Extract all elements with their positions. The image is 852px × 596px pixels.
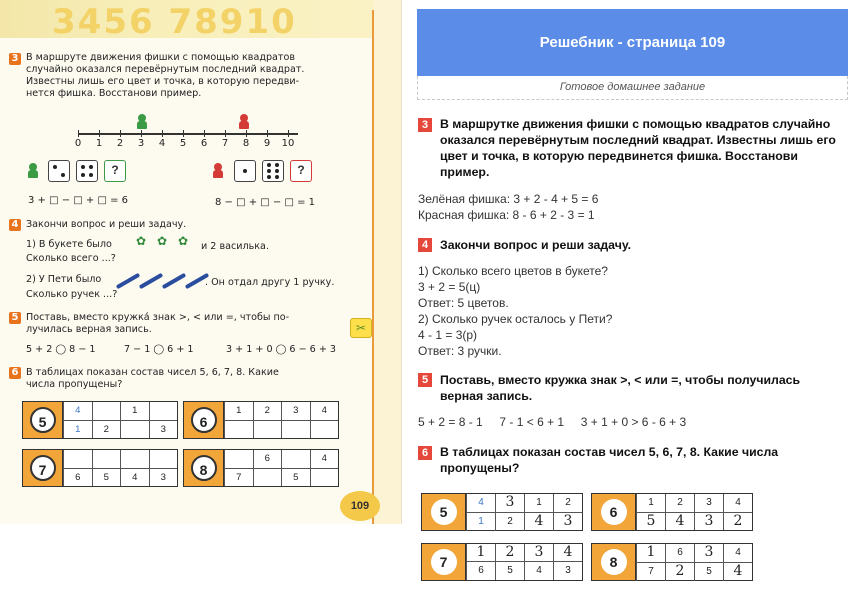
- answer-green: Зелёная фишка: 3 + 2 - 4 + 5 = 6: [418, 192, 599, 206]
- hidden-die-green: ?: [104, 160, 126, 182]
- table-cell: 4: [553, 544, 582, 561]
- table-cell: 1: [524, 494, 553, 512]
- decor-digits: 3456 78910: [52, 2, 297, 42]
- number-line-label: 5: [179, 138, 187, 149]
- table-cell: 5: [636, 512, 665, 530]
- solution-table-5: [421, 493, 583, 531]
- task-4-part1-question: Сколько всего ...?: [26, 253, 116, 264]
- table-label-cell: [592, 544, 636, 580]
- book-table-8: [183, 449, 339, 487]
- number-line-label: 10: [281, 138, 295, 149]
- task-5-line-1: Поставь, вместо кружка́ знак >, < или =, чтобы по-: [26, 312, 290, 323]
- die-two-icon: [48, 160, 70, 182]
- table-grid: [466, 494, 582, 530]
- number-line-tick: [141, 130, 142, 137]
- task-3-equation-red: 8 − □ + □ − □ = 1: [215, 197, 316, 208]
- task-3-badge: 3: [418, 118, 432, 132]
- table-cell: 1: [120, 402, 149, 420]
- red-pawn-small-icon: [213, 163, 223, 179]
- answer-line: 3 + 2 = 5(ц): [418, 280, 481, 294]
- page-subtitle: Готовое домашнее задание: [417, 76, 848, 100]
- number-line-label: 6: [200, 138, 208, 149]
- table-cell: [253, 468, 282, 486]
- table-cell: [224, 450, 253, 468]
- table-cell: 2: [665, 562, 694, 581]
- table-cell: 3: [495, 494, 524, 512]
- task-6-badge: 6: [418, 446, 432, 460]
- table-cell: 3: [694, 512, 723, 530]
- table-cell: 3: [694, 544, 723, 562]
- number-line-tick: [120, 130, 121, 137]
- hidden-die-red: ?: [290, 160, 312, 182]
- table-grid: [466, 544, 582, 580]
- table-label: 8: [191, 455, 217, 481]
- task-4-part2-end: . Он отдал другу 1 ручку.: [205, 277, 335, 288]
- red-pawn-icon: [239, 114, 249, 130]
- table-cell: 5: [281, 468, 310, 486]
- table-grid: [636, 544, 752, 580]
- book-table-5-grid: [63, 402, 177, 438]
- solution-table-6: [591, 493, 753, 531]
- table-cell: [310, 468, 339, 486]
- number-line-label: 1: [95, 138, 103, 149]
- table-cell: [149, 450, 178, 468]
- task-4-part1-end: и 2 василька.: [201, 241, 269, 252]
- table-cell: 2: [553, 494, 582, 512]
- task-3-equation-green: 3 + □ − □ + □ = 6: [28, 195, 129, 206]
- table-cell: 1: [224, 402, 253, 420]
- task-4-part2-question: Сколько ручек ...?: [26, 289, 118, 300]
- table-cell: 4: [524, 561, 553, 580]
- table-cell: 2: [723, 512, 752, 530]
- green-pawn-icon: [137, 114, 147, 130]
- table-cell: 2: [253, 402, 282, 420]
- task-6-line-2: числа пропущены?: [26, 379, 123, 390]
- page-title: Решебник - страница 109: [417, 9, 848, 76]
- table-cell: 4: [310, 450, 339, 468]
- table-cell: 5: [694, 562, 723, 581]
- table-cell: [92, 450, 121, 468]
- number-line-label: 7: [221, 138, 229, 149]
- number-line-label: 9: [263, 138, 271, 149]
- table-cell: 6: [466, 561, 495, 580]
- margin-line: [372, 10, 374, 524]
- answer-line: 4 - 1 = 3(р): [418, 328, 478, 342]
- table-cell: 3: [149, 468, 178, 486]
- table-cell: 4: [524, 512, 553, 531]
- table-label: 7: [30, 455, 56, 481]
- pen-icon: [162, 273, 187, 289]
- book-table-7-grid: [63, 450, 177, 486]
- page-side-margin: [374, 0, 402, 524]
- table-cell: 3: [553, 561, 582, 580]
- table-cell: 4: [723, 494, 752, 512]
- table-cell: [120, 450, 149, 468]
- table-cell: 1: [636, 494, 665, 512]
- flower-icon: ✿: [178, 234, 189, 248]
- task-4-part1-start: 1) В букете было: [26, 239, 112, 250]
- table-cell: [281, 420, 310, 438]
- task-6-heading: В таблицах показан состав чисел 5, 6, 7, 8. Какие числа пропущены?: [440, 445, 779, 475]
- table-cell: 6: [253, 450, 282, 468]
- book-table-6: [183, 401, 339, 439]
- task-5-example-1: 5 + 2 ◯ 8 − 1: [26, 344, 96, 355]
- pen-icon: [116, 273, 141, 289]
- task-3-line-1: В маршруте движения фишки с помощью квадратов: [26, 52, 296, 63]
- number-line-tick: [267, 130, 268, 137]
- task-3-line-2: случайно оказался перевёрнутым последний квадрат.: [26, 64, 305, 75]
- page-number-badge: 109: [340, 491, 380, 521]
- table-cell: 1: [63, 420, 92, 438]
- table-cell: [281, 450, 310, 468]
- table-label: 5: [431, 499, 457, 525]
- book-table-7: [22, 449, 178, 487]
- table-cell: 2: [665, 494, 694, 512]
- table-cell: [149, 402, 178, 420]
- table-cell: 1: [636, 544, 665, 562]
- pen-icon: [139, 273, 164, 289]
- table-cell: 4: [310, 402, 339, 420]
- table-cell: 4: [466, 494, 495, 512]
- number-line-tick: [225, 130, 226, 137]
- table-cell: 3: [149, 420, 178, 438]
- top-decor-strip: [0, 0, 402, 42]
- table-grid: [636, 494, 752, 530]
- task-5-badge: 5: [418, 373, 432, 387]
- task-3-number: 3: [9, 53, 21, 65]
- number-line: [78, 133, 298, 135]
- green-pawn-small-icon: [28, 163, 38, 179]
- book-table-5: [22, 401, 178, 439]
- answer-red: Красная фишка: 8 - 6 + 2 - 3 = 1: [418, 208, 595, 222]
- table-cell: 4: [665, 512, 694, 530]
- task-5-heading: Поставь, вместо кружка знак >, < или =, чтобы получилась верная запись.: [440, 373, 801, 403]
- table-cell: [120, 420, 149, 438]
- task-3-line-4: нется фишка. Восстанови пример.: [26, 88, 202, 99]
- table-cell: 1: [466, 512, 495, 531]
- table-cell: [253, 420, 282, 438]
- table-cell: 4: [723, 544, 752, 562]
- table-label: 7: [431, 549, 457, 575]
- table-cell: 7: [636, 562, 665, 581]
- task-4-heading: Закончи вопрос и реши задачу.: [440, 238, 632, 252]
- number-line-tick: [288, 130, 289, 137]
- table-cell: [224, 420, 253, 438]
- number-line-tick: [162, 130, 163, 137]
- table-cell: 5: [495, 561, 524, 580]
- table-label: 5: [30, 407, 56, 433]
- number-line-label: 3: [137, 138, 145, 149]
- table-label: 8: [601, 549, 627, 575]
- task-4-number: 4: [9, 219, 21, 231]
- table-cell: [63, 450, 92, 468]
- table-label-cell: [422, 494, 466, 530]
- task-4-title: Закончи вопрос и реши задачу.: [26, 219, 187, 230]
- task-5-example-3: 3 + 1 + 0 ◯ 6 − 6 + 3: [226, 344, 337, 355]
- table-cell: 6: [63, 468, 92, 486]
- textbook-page: [0, 0, 402, 524]
- number-line-tick: [99, 130, 100, 137]
- book-table-6-grid: [224, 402, 338, 438]
- answer-line: 1) Сколько всего цветов в букете?: [418, 264, 608, 278]
- table-cell: 3: [281, 402, 310, 420]
- table-cell: 4: [63, 402, 92, 420]
- scissors-icon: ✂: [350, 318, 372, 338]
- table-cell: 5: [92, 468, 121, 486]
- table-cell: 3: [553, 512, 582, 531]
- answer-line: 2) Сколько ручек осталось у Пети?: [418, 312, 613, 326]
- task-5-number: 5: [9, 312, 21, 324]
- table-cell: 7: [224, 468, 253, 486]
- number-line-label: 4: [158, 138, 166, 149]
- task-5-line-2: лучилась верная запись.: [26, 324, 152, 335]
- number-line-tick: [246, 130, 247, 137]
- table-cell: 3: [524, 544, 553, 561]
- table-cell: 4: [723, 562, 752, 581]
- number-line-label: 8: [242, 138, 250, 149]
- number-line-label: 2: [116, 138, 124, 149]
- answer-comparisons: 5 + 2 = 8 - 1 7 - 1 < 6 + 1 3 + 1 + 0 > 6 - 6 + 3: [418, 415, 687, 429]
- table-cell: 1: [466, 544, 495, 561]
- table-cell: 6: [665, 544, 694, 562]
- table-cell: 2: [92, 420, 121, 438]
- table-cell: 2: [495, 544, 524, 561]
- number-line-label: 0: [74, 138, 82, 149]
- number-line-tick: [78, 130, 79, 137]
- table-cell: 4: [120, 468, 149, 486]
- solution-panel: [417, 0, 848, 596]
- table-label-cell: [422, 544, 466, 580]
- die-four-icon: [76, 160, 98, 182]
- table-cell: 2: [495, 512, 524, 531]
- number-line-tick: [204, 130, 205, 137]
- number-line-tick: [183, 130, 184, 137]
- table-cell: 3: [694, 494, 723, 512]
- task-6-line-1: В таблицах показан состав чисел 5, 6, 7, 8. Какие: [26, 367, 279, 378]
- task-3-line-3: Известны лишь его цвет и точка, в которую передви-: [26, 76, 300, 87]
- table-label: 6: [191, 407, 217, 433]
- die-six-icon: [262, 160, 284, 182]
- table-label-cell: [592, 494, 636, 530]
- table-cell: [310, 420, 339, 438]
- table-label: 6: [601, 499, 627, 525]
- task-4-part2-start: 2) У Пети было: [26, 274, 102, 285]
- flower-icon: ✿: [157, 234, 168, 248]
- task-6-number: 6: [9, 367, 21, 379]
- solution-table-7: [421, 543, 583, 581]
- flower-icon: ✿: [136, 234, 147, 248]
- task-5-example-2: 7 − 1 ◯ 6 + 1: [124, 344, 194, 355]
- book-table-8-grid: [224, 450, 338, 486]
- task-4-badge: 4: [418, 238, 432, 252]
- solution-table-8: [591, 543, 753, 581]
- die-one-icon: [234, 160, 256, 182]
- answer-line: Ответ: 5 цветов.: [418, 296, 509, 310]
- answer-line: Ответ: 3 ручки.: [418, 344, 502, 358]
- table-cell: [92, 402, 121, 420]
- task-3-heading: В маршрутке движения фишки с помощью квадратов случайно оказался перевёрнутым последний квадрат. Известны лишь его цвет и точка, в которую передвинется фишка. Восстанови пример.: [440, 117, 836, 179]
